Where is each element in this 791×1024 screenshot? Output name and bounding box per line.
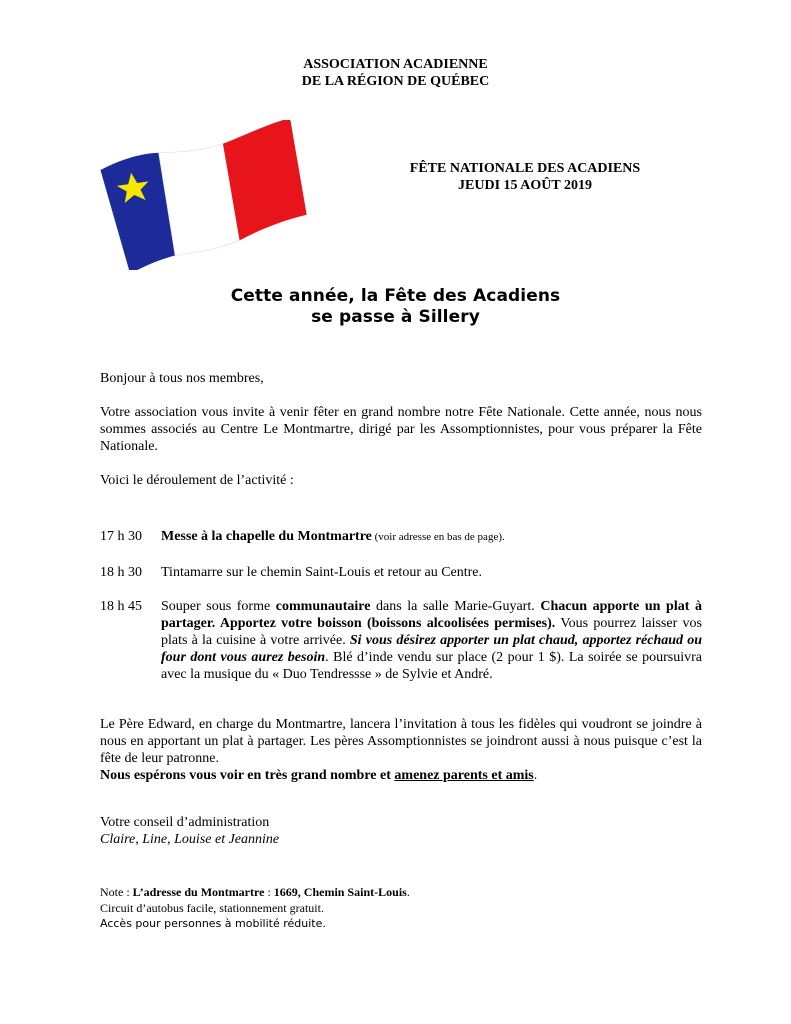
note-address: 1669, Chemin Saint-Louis (273, 885, 407, 899)
closing-paragraph (100, 716, 702, 784)
note-separator: : (264, 885, 274, 899)
organization-title (0, 56, 791, 90)
supper-music: . Blé d’inde vendu sur place (2 pour 1 $). La soirée se poursuivra avec la musique du « Duo Tendressse » de Sylvie et André. (161, 650, 703, 682)
supper-hot-dish: Si vous désirez apporter un plat chaud, apportez réchaud ou four dont vous aurez besoin (161, 633, 702, 665)
supper-room: dans la salle Marie-Guyart. (370, 599, 541, 614)
schedule-time: 18 h 30 (100, 565, 142, 580)
signature-names (100, 831, 702, 848)
supper-instructions: Chacun apporte un plat à partager. Apportez votre boisson (boissons alcoolisées permises). (161, 599, 702, 631)
headline-line-2: se passe à Sillery (311, 307, 480, 327)
closing-text: Le Père Edward, en charge du Montmartre, lancera l’invitation à tous les fidèles qui voudront se joindre à nous en apportant un plat à partager. Les pères Assomptionnistes se joindront aussi à nous puisque c’est la fête de leur patronne. (100, 717, 702, 766)
event-date: JEUDI 15 AOÛT 2019 (458, 178, 592, 193)
mass-text: Messe à la chapelle du Montmartre (161, 529, 372, 544)
program-intro: Voici le déroulement de l’activité : (100, 473, 294, 488)
signature-line: Votre conseil d’administration (100, 815, 270, 830)
note-address-label: L’adresse du Montmartre (132, 885, 265, 899)
closing-period: . (533, 768, 538, 783)
headline (0, 286, 791, 328)
closing-hope: Nous espérons vous voir en très grand nombre et (100, 768, 395, 783)
schedule-time: 17 h 30 (100, 529, 142, 544)
schedule-time: 18 h 45 (100, 599, 142, 614)
greeting: Bonjour à tous nos membres, (100, 371, 264, 386)
acadian-flag-icon (95, 120, 325, 270)
note-line-1 (100, 884, 410, 900)
schedule-description (161, 528, 702, 546)
schedule-description: Tintamarre sur le chemin Saint-Louis et retour au Centre. (161, 565, 483, 580)
address-hint: (voir adresse en bas de page). (371, 531, 505, 543)
note-line-3: Accès pour personnes à mobilité réduite. (100, 917, 326, 930)
event-line-1: FÊTE NATIONALE DES ACADIENS (409, 161, 641, 176)
schedule-description (161, 598, 702, 683)
note-period: . (406, 885, 410, 899)
signature-names-text: Claire, Line, Louise et Jeannine (100, 832, 280, 847)
headline-line-1: Cette année, la Fête des Acadiens (230, 286, 561, 306)
signature (100, 814, 702, 848)
intro-paragraph: Votre association vous invite à venir fêter en grand nombre notre Fête Nationale. Cette année, nous nous sommes associés au Centre Le Montmartre, dirigé par les Assomptionnistes, pour vous préparer la Fête Nationale. (100, 405, 702, 454)
footer-note (100, 884, 410, 932)
supper-bold: communautaire (275, 599, 371, 614)
supper-kitchen: Vous pourrez laisser vos plats à la cuisine à votre arrivée. (161, 616, 703, 648)
org-line-2: DE LA RÉGION DE QUÉBEC (301, 74, 490, 89)
org-line-1: ASSOCIATION ACADIENNE (303, 57, 488, 72)
supper-text: Souper sous forme (161, 599, 276, 614)
closing-underline: amenez parents et amis (394, 768, 534, 783)
event-title (380, 160, 670, 194)
note-line-2: Circuit d’autobus facile, stationnement gratuit. (100, 901, 324, 915)
note-label: Note : (100, 885, 133, 899)
